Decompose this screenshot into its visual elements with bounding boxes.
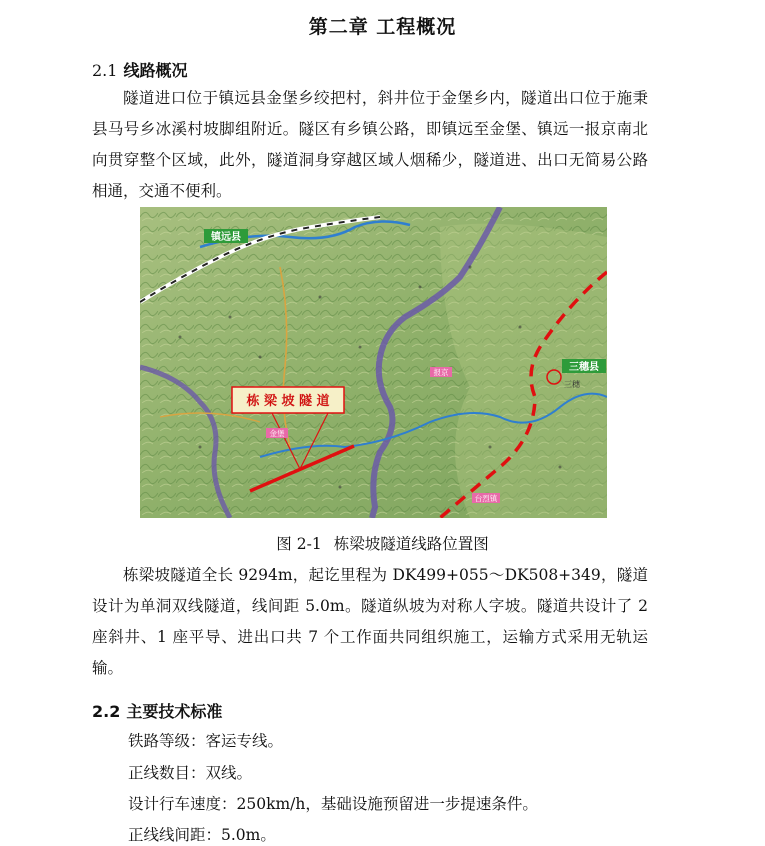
tunnel-description-paragraph: 栋梁坡隧道全长 9294m，起讫里程为 DK499+055～DK508+349，隧道设计为单洞双线隧道，线间距 5.0m。隧道纵坡为对称人字坡。隧道共设计了 2 座斜井、1 座平导、进出口共 7 个工作面共同组织施工，运输方式采用无轨运输。 bbox=[92, 566, 648, 677]
section-heading-2-1 bbox=[92, 58, 187, 81]
map-svg bbox=[140, 207, 607, 518]
figure-number: 图 2-1 bbox=[276, 535, 322, 553]
section-title: 线路概况 bbox=[123, 61, 188, 80]
tunnel-label: 栋 梁 坡 隧 道 bbox=[246, 394, 330, 409]
county-label-zhenyuan: 镇远县 bbox=[211, 232, 241, 243]
section-heading-2-2 bbox=[92, 699, 222, 722]
figure-caption-text: 栋梁坡隧道线路位置图 bbox=[333, 535, 489, 553]
town-label-jinbao: 金堡 bbox=[269, 429, 285, 438]
route-location-map bbox=[140, 207, 607, 518]
route-overview-paragraph: 隧道进口位于镇远县金堡乡绞把村，斜井位于金堡乡内，隧道出口位于施秉县马号乡冰溪村坡脚组附近。隧区有乡镇公路，即镇远至金堡、镇远一报京南北向贯穿整个区域，此外，隧道洞身穿越区域人烟稀少，隧道进、出口无简易公路相通，交通不便利。 bbox=[92, 89, 648, 200]
standard-item: 设计行车速度：250km/h，基础设施预留进一步提速条件。 bbox=[128, 795, 538, 813]
town-label-sansui: 三穗 bbox=[564, 380, 580, 389]
chapter-title: 第二章 工程概况 bbox=[308, 16, 457, 38]
standard-item: 正线线间距：5.0m。 bbox=[128, 826, 276, 844]
section-number: 2.2 bbox=[92, 702, 121, 721]
section-title: 主要技术标准 bbox=[126, 702, 223, 721]
county-label-sansui: 三穗县 bbox=[569, 362, 599, 373]
section-number: 2.1 bbox=[92, 61, 118, 80]
figure-caption bbox=[0, 532, 765, 554]
standard-item: 铁路等级：客运专线。 bbox=[128, 732, 284, 750]
standard-item: 正线数目：双线。 bbox=[128, 764, 253, 782]
town-label-other: 台烈镇 bbox=[474, 494, 498, 503]
town-label-baojing: 报京 bbox=[433, 368, 449, 377]
